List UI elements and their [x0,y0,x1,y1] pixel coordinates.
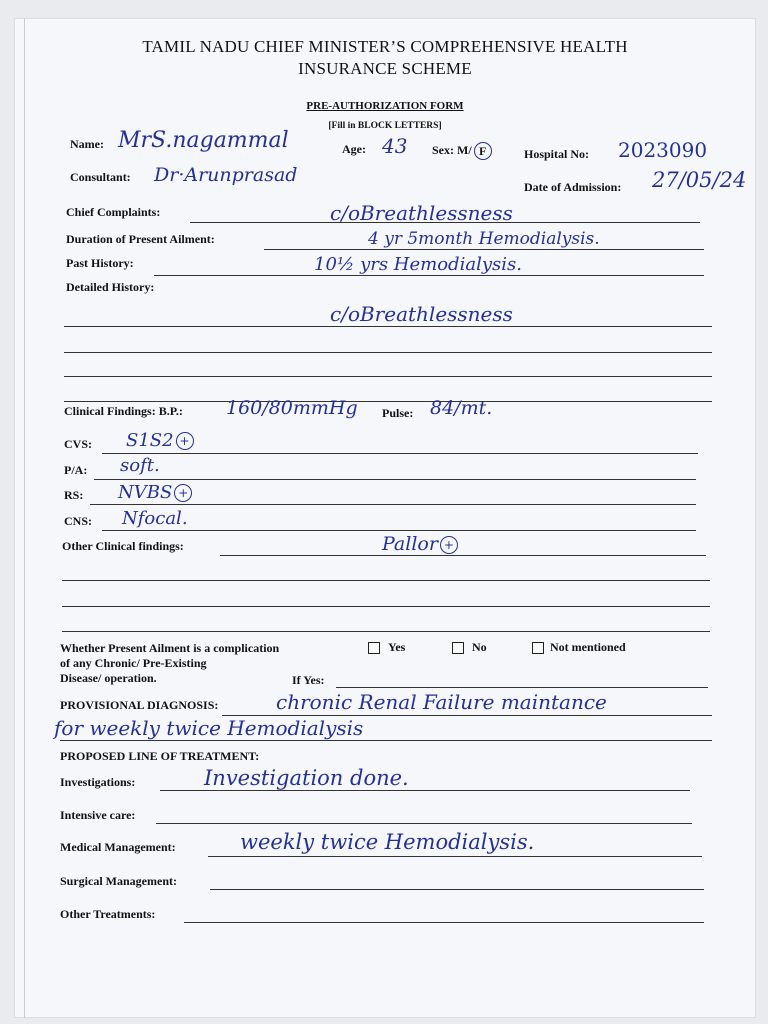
medical-management-value[interactable]: weekly twice Hemodialysis. [240,830,535,854]
sex-f-circled[interactable]: F [474,142,492,160]
form-title: PRE-AUTHORIZATION FORM [306,100,464,112]
cvs-line [102,453,698,454]
detailed-history-value[interactable]: c/oBreathlessness [330,302,513,326]
duration-line [264,249,704,250]
other-findings-line [220,555,706,556]
if-yes-line [336,687,708,688]
consultant-label: Consultant: [70,170,131,184]
intensive-care-label: Intensive care: [60,808,136,822]
cns-line [102,530,696,531]
other-findings-field[interactable] [382,533,458,555]
admission-value[interactable]: 27/05/24 [652,168,747,192]
surgical-management-line [210,889,704,890]
cvs-field[interactable] [126,430,194,451]
age-value[interactable]: 43 [382,134,408,158]
cvs-label: CVS: [64,437,93,451]
complication-question-1: Whether Present Ailment is a complication [60,641,280,655]
age-label: Age: [342,142,366,156]
detailed-history-line-4 [64,401,712,402]
yes-checkbox[interactable] [368,642,380,654]
name-label: Name: [70,137,104,151]
other-findings-line-2 [62,580,710,581]
scan-edge-line [24,18,25,1018]
bp-value[interactable]: 160/80mmHg [226,397,358,419]
admission-label: Date of Admission: [524,180,622,194]
no-checkbox[interactable] [452,642,464,654]
rs-line [90,504,696,505]
complication-question-2: of any Chronic/ Pre-Existing [60,656,207,670]
rs-value: NVBS [118,482,173,503]
detailed-history-line-3 [64,376,712,377]
medical-management-line [208,856,702,857]
treatment-heading: PROPOSED LINE OF TREATMENT: [60,749,260,763]
no-label: No [472,640,487,654]
pa-label: P/A: [64,463,88,477]
cvs-mark-circled: + [176,432,194,450]
surgical-management-label: Surgical Management: [60,874,177,888]
investigations-label: Investigations: [60,775,136,789]
cns-label: CNS: [64,514,93,528]
intensive-care-line [156,823,692,824]
form-sheet [14,18,756,1018]
other-findings-line-4 [62,631,710,632]
cvs-value: S1S2 [126,430,174,451]
other-treatments-label: Other Treatments: [60,907,156,921]
pa-line [94,479,696,480]
form-subtitle: [Fill in BLOCK LETTERS] [328,121,442,131]
not-mentioned-checkbox[interactable] [532,642,544,654]
pulse-value[interactable]: 84/mt. [430,397,493,419]
other-findings-mark-circled: + [440,536,458,554]
other-treatments-line [184,922,704,923]
investigations-value[interactable]: Investigation done. [204,766,409,790]
past-history-label: Past History: [66,256,134,270]
name-value[interactable]: MrS.nagammal [118,128,289,153]
cns-value[interactable]: Nfocal. [122,508,188,529]
hospital-no-value[interactable]: 2023090 [618,138,708,162]
diagnosis-value-2[interactable]: for weekly twice Hemodialysis [54,716,364,740]
rs-field[interactable] [118,482,192,503]
yes-label: Yes [388,640,406,654]
bp-label: Clinical Findings: B.P.: [64,404,183,418]
complication-question-3: Disease/ operation. [60,671,157,685]
other-findings-value: Pallor [382,533,438,555]
pulse-label: Pulse: [382,406,414,420]
other-findings-line-3 [62,606,710,607]
detailed-history-label: Detailed History: [66,280,155,294]
medical-management-label: Medical Management: [60,840,176,854]
rs-mark-circled: + [174,484,192,502]
duration-label: Duration of Present Ailment: [66,232,215,246]
sex-field [432,142,492,160]
provisional-diagnosis-label: PROVISIONAL DIAGNOSIS: [60,698,219,712]
if-yes-label: If Yes: [292,673,325,687]
diagnosis-line-2 [60,740,712,741]
scheme-title-line2: INSURANCE SCHEME [298,59,472,78]
not-mentioned-label: Not mentioned [550,640,626,654]
pa-value[interactable]: soft. [120,455,160,476]
other-findings-label: Other Clinical findings: [62,539,184,553]
detailed-history-line-1 [64,326,712,327]
duration-value[interactable]: 4 yr 5month Hemodialysis. [368,229,600,249]
detailed-history-line-2 [64,352,712,353]
sex-label: Sex: [432,142,457,157]
diagnosis-value-1[interactable]: chronic Renal Failure maintance [276,690,607,714]
investigations-line [160,790,690,791]
scheme-title-line1: TAMIL NADU CHIEF MINISTER’S COMPREHENSIVE HEALTH [142,37,628,56]
past-history-line [154,275,704,276]
chief-complaints-value[interactable]: c/oBreathlessness [330,201,513,225]
hospital-no-label: Hospital No: [524,147,590,161]
past-history-value[interactable]: 10½ yrs Hemodialysis. [314,254,522,275]
sex-m-option: M/ [457,142,472,157]
rs-label: RS: [64,488,84,502]
chief-complaints-label: Chief Complaints: [66,205,161,219]
consultant-value[interactable]: Dr·Arunprasad [154,164,298,186]
